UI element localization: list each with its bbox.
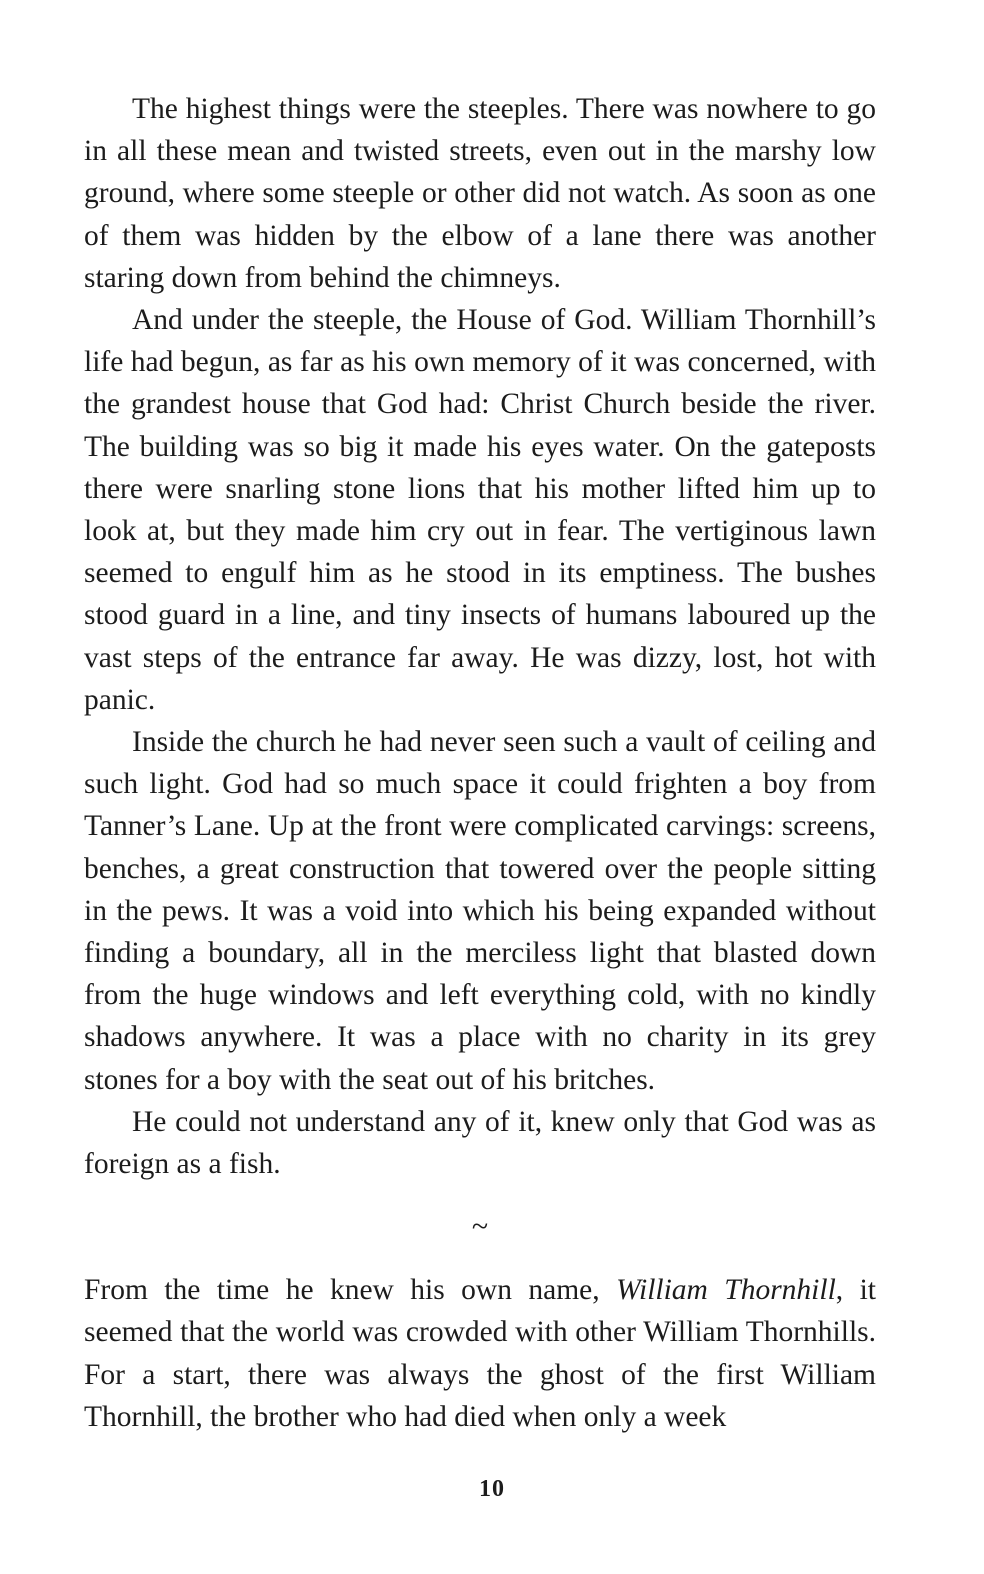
page-number: 10 — [479, 1476, 505, 1502]
italic-name: William Thornhill — [616, 1274, 836, 1307]
section-break-ornament: ~ — [471, 1210, 489, 1244]
paragraph-inside-church: Inside the church he had never seen such a vault of ceiling and such light. God had so much space it could frighten a boy from Tanner’s Lane. Up at the front were complicated carvings: screens, benches, a great construction that towered over the people sitting in the pews. It was a void into which his being expanded without finding a boundary, all in the merciless light that blasted down from the huge windows and left everything cold, with no kindly shadows anywhere. It was a place with no charity in its grey stones for a boy with the seat out of his britches. — [84, 726, 876, 1096]
paragraph-house-of-god: And under the steeple, the House of God. William Thornhill’s life had begun, as far as his own memory of it was concerned, with the grandest house that God had: Christ Church beside the river. The building was so big it made his eyes water. On the gateposts there were snarling stone lions that his mother lifted him up to look at, but they made him cry out in fear. The vertiginous lawn seemed to engulf him as he stood in its emptiness. The bushes stood guard in a line, and tiny insects of humans laboured up the vast steps of the entrance far away. He was dizzy, lost, hot with panic. — [84, 304, 876, 716]
paragraph-own-name-start: From the time he knew his own name, — [84, 1274, 617, 1307]
paragraph-own-name-rest: , it seemed that the world was crowded with other William Thornhills. For a start, there was always the ghost of the first William Thornhill, the brother who had died when only a week — [84, 1274, 876, 1433]
page-body — [84, 88, 876, 1438]
paragraph-steeples: The highest things were the steeples. There was nowhere to go in all these mean and twisted streets, even out in the marshy low ground, where some steeple or other did not watch. As soon as one of them was hidden by the elbow of a lane there was another staring down from behind the chimneys. — [84, 93, 876, 294]
paragraph-foreign-fish: He could not understand any of it, knew only that God was as foreign as a fish. — [84, 1105, 876, 1181]
paragraph-own-name — [84, 1269, 876, 1438]
